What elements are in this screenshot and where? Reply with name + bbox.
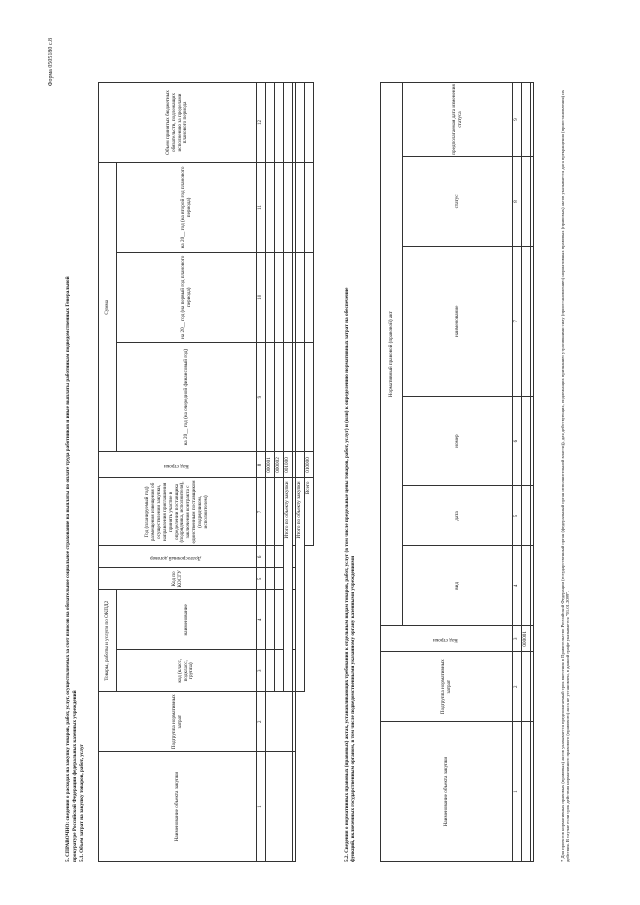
cell-empty — [265, 252, 274, 342]
row-code-2: 000001 — [521, 626, 530, 652]
th2-row-code — [381, 626, 513, 652]
cell-empty — [521, 396, 530, 486]
section52-title2: функций, включенных государственным органом, в том числе подведомственными указанному органу казенными учреждениями — [349, 555, 356, 862]
cell-empty — [521, 652, 530, 722]
cell-empty — [521, 157, 530, 247]
th-okpd: Товары, работы и услуги по ОКПД2 — [99, 590, 117, 692]
table-row — [265, 83, 274, 862]
cell-empty — [295, 83, 304, 163]
subtotal-row — [295, 83, 304, 862]
cell-empty — [530, 546, 533, 626]
cell-empty — [274, 650, 283, 692]
form-id: Форма 0505180 с.8 — [48, 38, 54, 87]
cell-empty — [283, 252, 292, 342]
subtotal-label: Итого по объекту закупки — [283, 478, 292, 692]
cell-empty — [274, 546, 283, 568]
footnote: * Для проектов нормативных правовых (правовых) актов указывается предполагаемый срок внесения в Правительство Российской Федерации (государственный орган (федеральный орган исполнительной власти)), для действующих, подлежащих признанию утратившими силу (приостановлению) нормативных правовых (правовых) актов указывается дата прекращения (приостановления) их действия. В случае если срок действия нормативного правового (правового) акта не установлен, в данной графе указывается "01.01.2099". — [560, 89, 571, 862]
costs-table — [98, 82, 314, 862]
col-num: 7 — [257, 478, 266, 546]
col-num: 11 — [257, 163, 266, 253]
col-num: 6 — [513, 396, 522, 486]
cell-empty — [521, 83, 530, 157]
th2-row-code-text: Код строки — [432, 636, 458, 643]
col-num: 7 — [513, 246, 522, 396]
th-year1: на 20__ год (на очередной финансовый год) — [117, 342, 257, 452]
row-code: 000001 — [265, 452, 274, 478]
th-okpd-name: наименование — [117, 590, 257, 650]
cell-empty — [304, 163, 313, 253]
col-num: 8 — [513, 157, 522, 247]
cell-empty — [295, 163, 304, 253]
th2-object-name: Наименование объекта закупки — [381, 722, 513, 862]
cell-empty — [265, 83, 274, 163]
cell-empty — [274, 163, 283, 253]
th2-change-date: предполагаемая дата изменения статуса — [403, 83, 513, 157]
col-num: 2 — [513, 652, 522, 722]
section5-heading — [66, 102, 87, 862]
cell-empty — [283, 163, 292, 253]
th-year: Год (планируемый год) размещения извещения об осуществлении закупки, направления приглашения принять участие в определении поставщика (подрядчика, исполнителя), заключения контракта с единственным поставщиком (подрядчиком, исполнителем) — [99, 478, 257, 546]
total-code: 010000 — [304, 452, 313, 478]
th2-status: статус — [403, 157, 513, 247]
cell-empty — [265, 590, 274, 650]
cell-empty — [304, 252, 313, 342]
th-kosgu: Код по КОСГУ — [99, 568, 257, 590]
th-row-code — [99, 452, 257, 478]
cell-empty — [295, 452, 304, 478]
subtotal-label-2: Итого по объекту закупки — [295, 478, 304, 692]
th-year3: на 20__ год (на второй год планового периода) — [117, 163, 257, 253]
cell-empty — [530, 722, 533, 862]
cell-empty — [295, 342, 304, 452]
col-num: 6 — [257, 546, 266, 568]
cell-empty — [521, 546, 530, 626]
col-num: 4 — [513, 546, 522, 626]
cell-empty — [283, 342, 292, 452]
section52-heading — [345, 82, 357, 862]
col-num: 10 — [257, 252, 266, 342]
th2-act: Нормативный правовой (правовой) акт — [381, 83, 403, 626]
cell-empty — [304, 546, 313, 862]
column-numbers-row — [257, 83, 266, 862]
column-numbers-row-2 — [513, 83, 522, 862]
cell-empty — [265, 650, 274, 692]
cell-empty — [304, 342, 313, 452]
col-num: 9 — [513, 83, 522, 157]
col-num: 3 — [257, 650, 266, 692]
cell-empty — [530, 246, 533, 396]
th-long-contract-text: Долгосрочный договор — [150, 554, 202, 561]
col-num: 8 — [257, 452, 266, 478]
col-num: 5 — [257, 568, 266, 590]
row-code: 000002 — [274, 452, 283, 478]
cell-empty — [274, 252, 283, 342]
section52-title: 5.2. Сведения о нормативных правовых (правовых) актах, устанавливающих требования к отдельным видам товаров, работ, услуг (в том числе предельные цены товаров, работ, услуг) и (или) к определению нормативных затрат на обеспечение — [344, 287, 350, 862]
cell-empty — [274, 342, 283, 452]
col-num: 9 — [257, 342, 266, 452]
cell-empty — [274, 83, 283, 163]
cell-empty — [283, 83, 292, 163]
th-sums: Сумма — [99, 163, 117, 453]
th2-subgroup: Подгруппа нормативных затрат — [381, 652, 513, 722]
table-row — [530, 83, 533, 862]
cell-empty — [530, 396, 533, 486]
th-year2: на 20__ год (на первый год планового периода) — [117, 252, 257, 342]
col-num: 4 — [257, 590, 266, 650]
cell-empty — [530, 486, 533, 546]
cell-empty — [265, 692, 292, 752]
col-num: 5 — [513, 486, 522, 546]
th2-date: дата — [403, 486, 513, 546]
col-num: 1 — [513, 722, 522, 862]
cell-empty — [521, 722, 530, 862]
cell-empty — [274, 478, 283, 546]
th-subgroup: Подгруппа нормативных затрат — [99, 692, 257, 752]
cell-empty — [295, 692, 304, 862]
cell-empty — [530, 626, 533, 652]
cell-empty — [521, 486, 530, 546]
col-num: 2 — [257, 692, 266, 752]
cell-empty — [274, 568, 283, 590]
th-okpd-code: код (класс, подкласс, группа) — [117, 650, 257, 692]
cell-empty — [265, 752, 292, 862]
col-num: 1 — [257, 752, 266, 862]
col-num: 12 — [257, 83, 266, 163]
rotated-form — [40, 32, 600, 872]
section5-title: 5. СПРАВОЧНО: сведения о расходах на закупку товаров, работ, услуг, осуществляемых за счет взносов на обязательное социальное страхование на выплаты по оплате труда работников и иные выплаты работникам подведомственных Генеральной — [65, 276, 71, 862]
cell-empty — [265, 342, 274, 452]
th-object-name: Наименование объекта закупки — [99, 752, 257, 862]
total-label: Всего — [304, 478, 313, 546]
th-obligations: Объем принятых бюджетных обязательств, подлежащих исполнению за пределами планового периода — [99, 83, 257, 163]
cell-empty — [521, 246, 530, 396]
cell-empty — [265, 163, 274, 253]
cell-empty — [295, 252, 304, 342]
th-row-code-text: Код строки — [163, 462, 189, 469]
cell-empty — [304, 83, 313, 163]
cell-empty — [274, 590, 283, 650]
table-row — [521, 83, 530, 862]
cell-empty — [530, 157, 533, 247]
th2-vid: вид — [403, 546, 513, 626]
cell-empty — [265, 568, 274, 590]
th2-number: номер — [403, 396, 513, 486]
subtotal-code: 001000 — [283, 452, 292, 478]
cell-empty — [530, 652, 533, 722]
th-long-contract — [99, 546, 257, 568]
th2-naim: наименование — [403, 246, 513, 396]
section51-title: 5.1. Объем затрат на закупку товаров, работ, услуг — [78, 744, 85, 862]
section5-title2: прокуратуре Российской Федерации федеральных казенных учреждений — [71, 690, 78, 862]
acts-table — [380, 82, 534, 862]
col-num: 3 — [513, 626, 522, 652]
cell-empty — [530, 83, 533, 157]
cell-empty — [265, 546, 274, 568]
cell-empty — [265, 478, 274, 546]
total-row — [304, 83, 313, 862]
